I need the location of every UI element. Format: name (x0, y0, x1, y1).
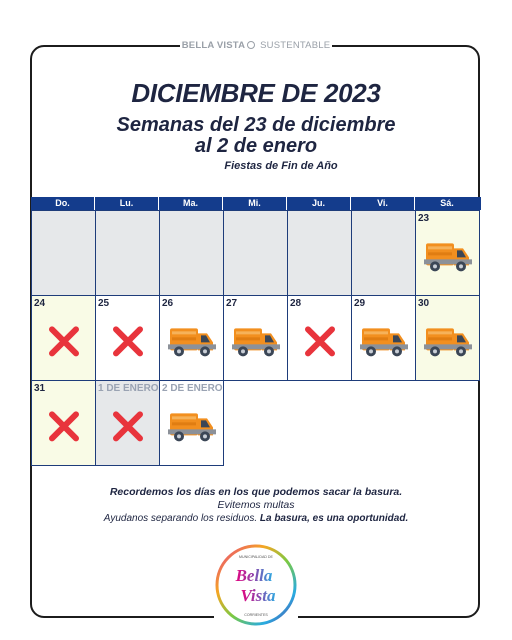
subtitle-line-1: Semanas del 23 de diciembre (116, 114, 396, 136)
holiday-note: Fiestas de Fin de Año (224, 160, 338, 172)
logo-ring-icon (214, 543, 298, 627)
calendar-day-cell (95, 380, 160, 466)
calendar-cell-blank (351, 380, 416, 466)
collection-mark (424, 324, 472, 363)
calendar-day-cell (95, 210, 160, 296)
footer-recycling-text: Ayudanos separando los residuos. (103, 513, 260, 524)
calendar-day-cell (287, 295, 352, 381)
subtitle-line-2: al 2 de enero (194, 135, 318, 157)
weekday-label: Ma. (159, 197, 223, 210)
calendar-day-cell (351, 295, 416, 381)
no-collection-cross-icon (111, 324, 145, 358)
day-number: 26 (162, 298, 174, 309)
garbage-truck-icon (424, 324, 472, 358)
calendar-cell-blank (415, 380, 480, 466)
no-collection-mark (303, 324, 337, 363)
calendar-day-cell (415, 210, 480, 296)
logo-bottom-text: CORRIENTES (244, 613, 268, 617)
no-collection-cross-icon (47, 324, 81, 358)
no-collection-cross-icon (111, 409, 145, 443)
calendar-day-cell (31, 380, 96, 466)
calendar-day-cell (31, 295, 96, 381)
collection-mark (168, 409, 216, 448)
day-number: 1 DE ENERO (98, 383, 159, 394)
day-number: 27 (226, 298, 238, 309)
calendar-day-cell (159, 210, 224, 296)
calendar-body (31, 210, 481, 465)
no-collection-mark (111, 409, 145, 448)
garbage-truck-icon (424, 239, 472, 273)
day-number: 24 (34, 298, 46, 309)
garbage-truck-icon (360, 324, 408, 358)
weekday-label: Lu. (95, 197, 159, 210)
calendar-cell-blank (223, 380, 288, 466)
calendar-day-cell (351, 210, 416, 296)
footer-fines: Evitemos multas (217, 499, 295, 511)
calendar-day-cell (415, 295, 480, 381)
calendar-cell-blank (287, 380, 352, 466)
calendar-week (31, 380, 481, 465)
collection-mark (360, 324, 408, 363)
day-number: 2 DE ENERO (162, 383, 223, 394)
logo-top-text: MUNICIPALIDAD DE (239, 555, 273, 559)
day-number: 25 (98, 298, 110, 309)
brand-suffix: SUSTENTABLE (260, 39, 331, 51)
calendar-weekday-header (31, 197, 481, 210)
collection-calendar (31, 197, 481, 465)
weekday-label: Mi. (223, 197, 287, 210)
calendar-day-cell (223, 295, 288, 381)
garbage-truck-icon (168, 409, 216, 443)
collection-mark (424, 239, 472, 278)
logo-word-2: Vista (240, 586, 276, 605)
footer-recycling-emphasis: La basura, es una oportunidad. (259, 513, 409, 524)
no-collection-cross-icon (47, 409, 81, 443)
brand-name: BELLA VISTA (181, 39, 246, 51)
municipality-logo (214, 543, 298, 627)
footer-recycling (0, 513, 512, 524)
no-collection-mark (47, 324, 81, 363)
footer-reminder: Recordemos los días en los que podemos sacar la basura. (109, 486, 403, 498)
day-number: 30 (418, 298, 430, 309)
weekday-label: Vi. (351, 197, 415, 210)
weekday-label: Ju. (287, 197, 351, 210)
calendar-week (31, 210, 481, 295)
brand-leaf-icon (247, 41, 255, 49)
calendar-day-cell (159, 380, 224, 466)
no-collection-mark (47, 409, 81, 448)
garbage-truck-icon (168, 324, 216, 358)
garbage-truck-icon (232, 324, 280, 358)
no-collection-cross-icon (303, 324, 337, 358)
calendar-day-cell (287, 210, 352, 296)
calendar-day-cell (31, 210, 96, 296)
brand-header (180, 37, 332, 53)
page-subtitle (0, 115, 512, 157)
day-number: 23 (418, 213, 430, 224)
collection-mark (232, 324, 280, 363)
calendar-week (31, 295, 481, 380)
weekday-label: Sá. (440, 198, 454, 208)
page-title: DICIEMBRE DE 2023 (131, 78, 381, 108)
weekday-label: Do. (31, 197, 95, 210)
calendar-day-cell (223, 210, 288, 296)
logo-word-1: Bella (235, 566, 273, 585)
day-number: 28 (290, 298, 302, 309)
collection-mark (168, 324, 216, 363)
calendar-day-cell (95, 295, 160, 381)
day-number: 29 (354, 298, 366, 309)
day-number: 31 (34, 383, 46, 394)
calendar-day-cell (159, 295, 224, 381)
no-collection-mark (111, 324, 145, 363)
